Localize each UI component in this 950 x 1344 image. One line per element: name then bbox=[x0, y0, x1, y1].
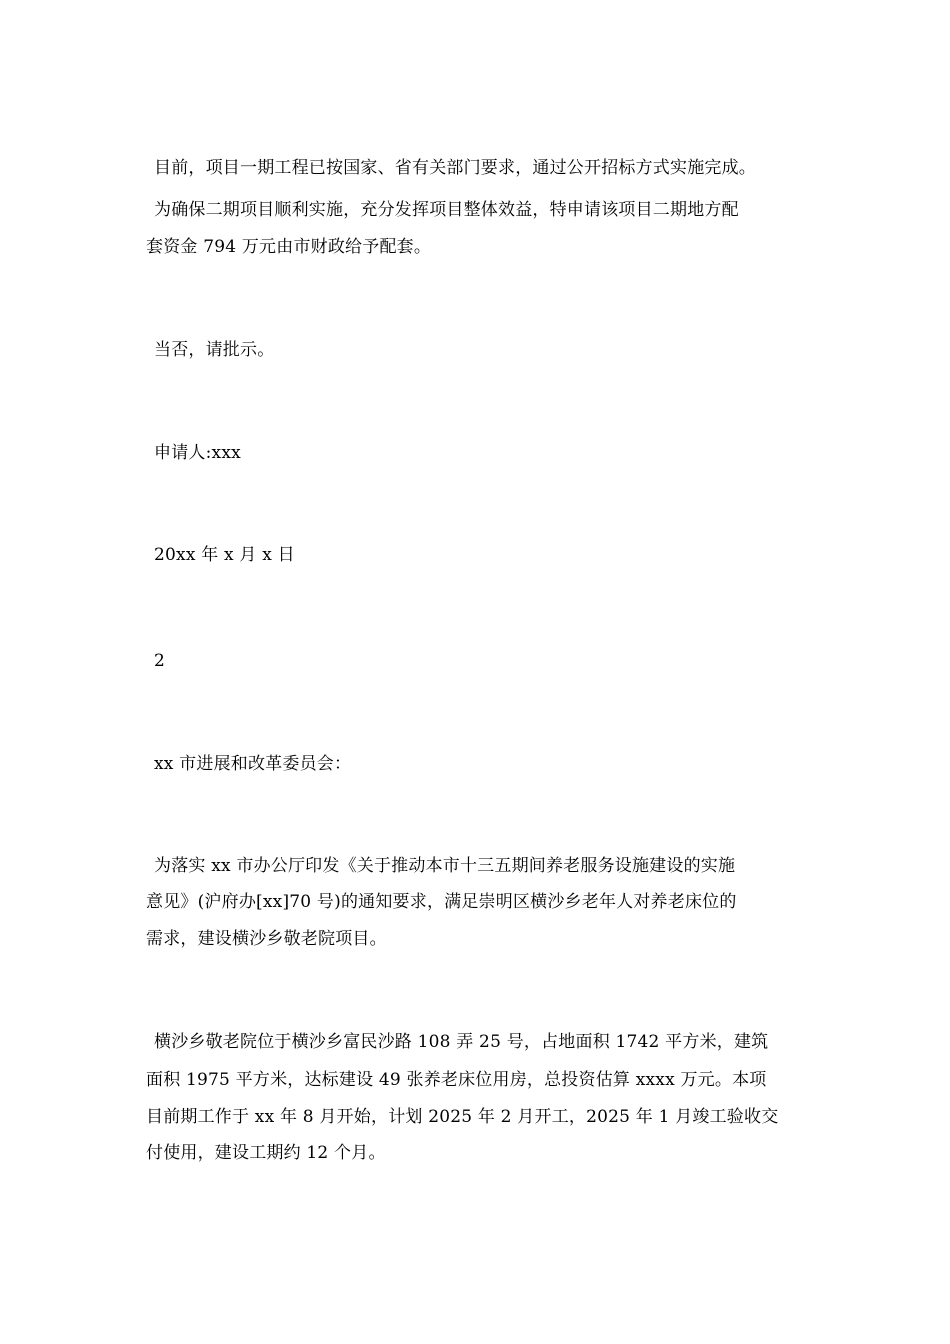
addressee-line: xx 市进展和改革委员会： bbox=[154, 754, 352, 774]
paragraph-policy-line3: 需求，建设横沙乡敬老院项目。 bbox=[146, 929, 387, 949]
paragraph-details-line4: 付使用，建设工期约 12 个月。 bbox=[146, 1143, 386, 1163]
page-number: 2 bbox=[154, 651, 166, 671]
paragraph-details-line2: 面积 1975 平方米，达标建设 49 张养老床位用房，总投资估算 xxxx 万元。本项 bbox=[146, 1070, 767, 1090]
paragraph-policy-line2: 意见》(沪府办[xx]70 号)的通知要求，满足崇明区横沙乡老年人对养老床位的 bbox=[146, 892, 737, 912]
applicant-line: 申请人:xxx bbox=[154, 443, 241, 463]
paragraph-funding-line2: 套资金 794 万元由市财政给予配套。 bbox=[146, 237, 432, 257]
paragraph-details-line3: 目前期工作于 xx 年 8 月开始，计划 2025 年 2 月开工，2025 年 1 月竣工验收交 bbox=[146, 1107, 779, 1127]
paragraph-details-line1: 横沙乡敬老院位于横沙乡富民沙路 108 弄 25 号，占地面积 1742 平方米，建筑 bbox=[154, 1032, 769, 1052]
paragraph-funding-line1: 为确保二期项目顺利实施，充分发挥项目整体效益，特申请该项目二期地方配 bbox=[154, 200, 739, 220]
paragraph-policy-line1: 为落实 xx 市办公厅印发《关于推动本市十三五期间养老服务设施建设的实施 bbox=[154, 856, 736, 876]
date-line: 20xx 年 x 月 x 日 bbox=[154, 545, 295, 565]
request-approval-text: 当否，请批示。 bbox=[154, 340, 275, 360]
paragraph-project-phase1: 目前，项目一期工程已按国家、省有关部门要求，通过公开招标方式实施完成。 bbox=[154, 158, 756, 178]
